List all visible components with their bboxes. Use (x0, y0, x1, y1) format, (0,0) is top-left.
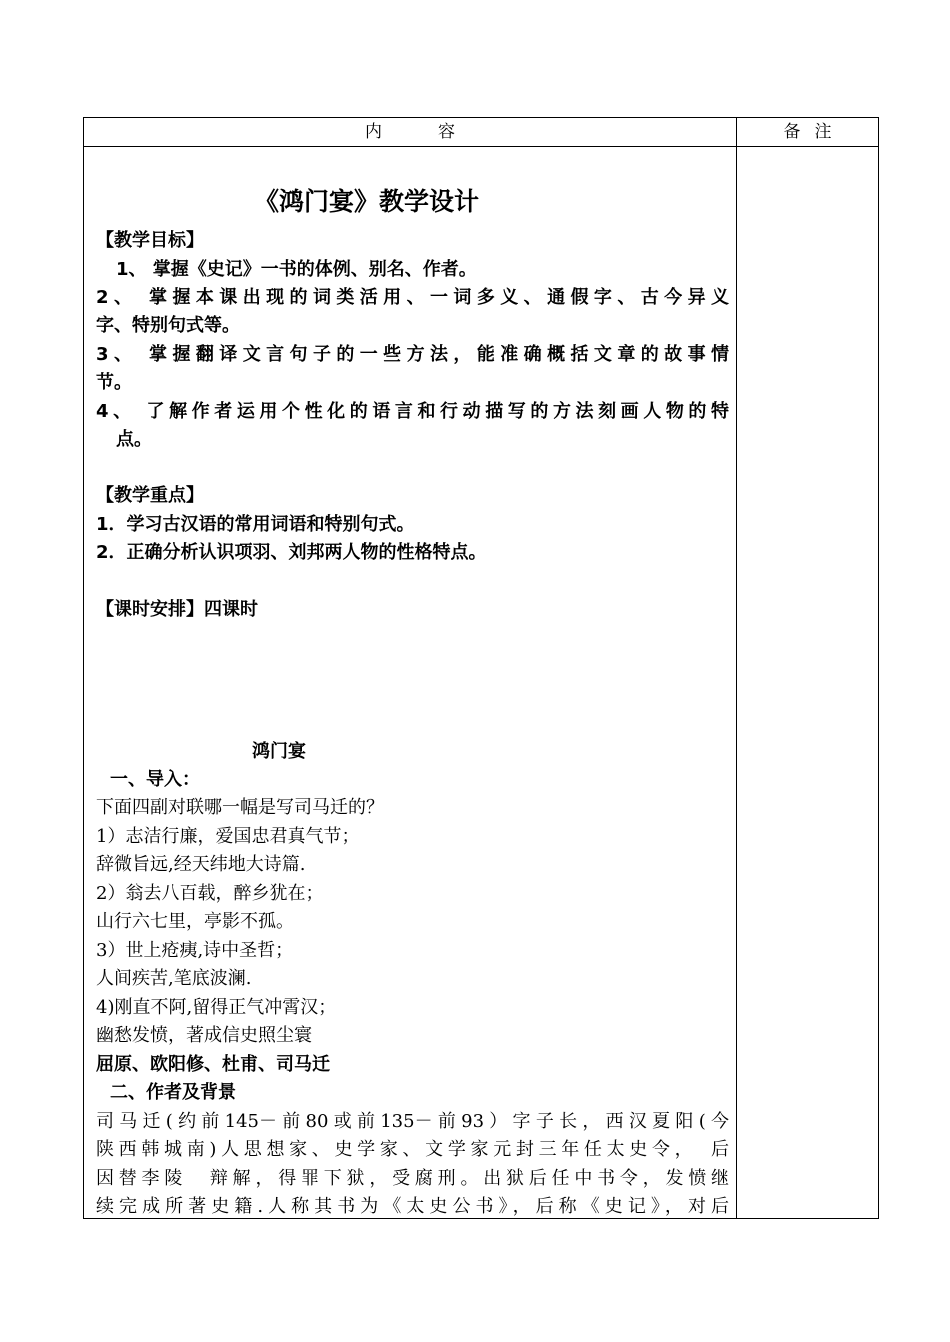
author-text-line: 司马迁(约前145－前80或前135－前93）字子长，西汉夏阳(今 (96, 1111, 729, 1132)
intro-heading: 一、导入： (110, 769, 200, 790)
intro-question: 下面四副对联哪一幅是写司马迁的？ (96, 797, 384, 818)
objective-line: 点。 (116, 429, 152, 450)
couplet-line: 2）翁去八百载，醉乡犹在； (96, 883, 324, 904)
couplet-line: 辞微旨远,经天纬地大诗篇. (96, 854, 306, 875)
focus-line: 2．正确分析认识项羽、刘邦两人物的性格特点。 (96, 542, 487, 563)
couplet-line: 3）世上疮痍,诗中圣哲； (96, 940, 294, 961)
remarks-cell (737, 147, 878, 1218)
author-text-line: 续完成所著史籍.人称其书为《太史公书》，后称《史记》，对后 (96, 1196, 729, 1217)
objective-line: 3、 掌握翻译文言句子的一些方法，能准确概括文章的故事情 (96, 344, 729, 365)
couplet-line: 4)刚直不阿,留得正气冲霄汉； (96, 997, 337, 1018)
couplet-line: 山行六七里，亭影不孤。 (96, 911, 294, 932)
objectives-heading: 【教学目标】 (96, 230, 204, 251)
remarks-column-header: 备注 (783, 122, 846, 142)
focus-heading: 【教学重点】 (96, 485, 204, 506)
author-heading: 二、作者及背景 (110, 1082, 236, 1103)
lesson-plan-table (83, 117, 879, 1219)
objective-line: 1、 掌握《史记》一书的体例、别名、作者。 (116, 259, 477, 280)
couplet-line: 人间疾苦,笔底波澜. (96, 968, 252, 989)
couplet-line: 幽愁发愤，著成信史照尘寰 (96, 1025, 312, 1046)
answer-line: 屈原、欧阳修、杜甫、司马迁 (96, 1054, 330, 1075)
author-text-line: 陕西韩城南)人思想家、史学家、文学家元封三年任太史令， 后 (96, 1139, 729, 1160)
focus-line: 1．学习古汉语的常用词语和特别句式。 (96, 514, 415, 535)
objective-line: 字、特别句式等。 (96, 315, 240, 336)
document-title: 《鸿门宴》教学设计 (254, 187, 480, 216)
objective-line: 2、 掌握本课出现的词类活用、一词多义、通假字、古今异义 (96, 287, 729, 308)
schedule-line: 【课时安排】四课时 (96, 599, 258, 620)
objective-line: 节。 (96, 372, 132, 393)
author-text-line: 因替李陵 辩解，得罪下狱，受腐刑。出狱后任中书令，发愤继 (96, 1168, 729, 1189)
objective-line: 4、 了解作者运用个性化的语言和行动描写的方法刻画人物的特 (96, 401, 729, 422)
couplet-line: 1）志洁行廉，爱国忠君真气节； (96, 826, 360, 847)
content-column-header: 内容 (365, 122, 511, 142)
lesson-title: 鸿门宴 (252, 741, 306, 762)
